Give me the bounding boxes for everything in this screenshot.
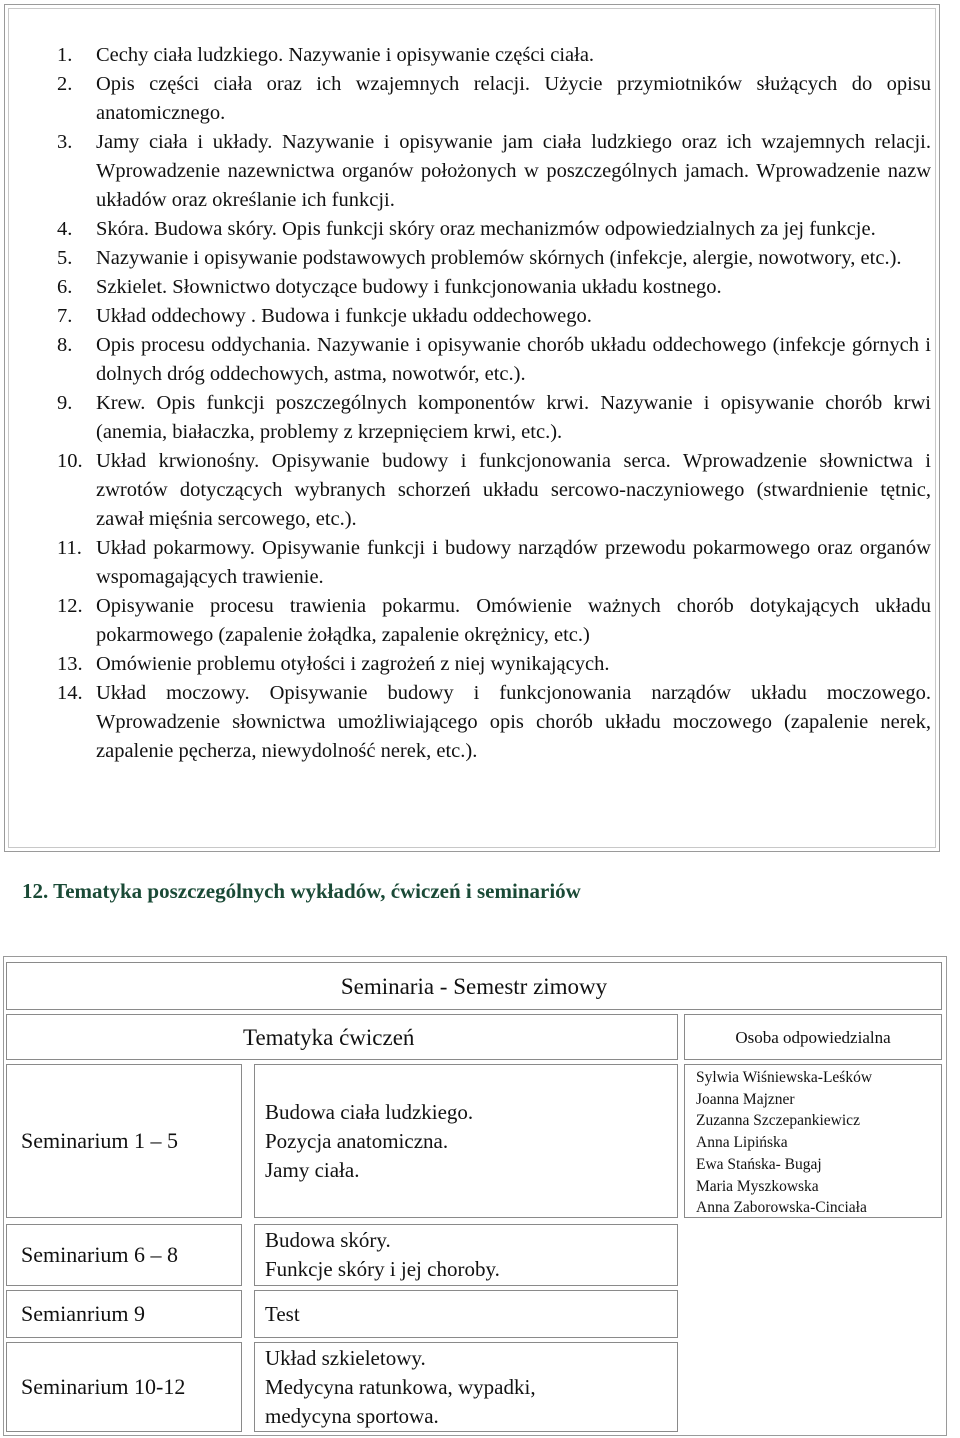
list-item-number: 9. — [57, 392, 73, 414]
list-item-number: 7. — [57, 305, 73, 327]
list-item-text: Cechy ciała ludzkiego. Nazywanie i opisywanie części ciała. — [96, 44, 595, 66]
list-item-text: Układ pokarmowy. Opisywanie funkcji i budowy narządów przewodu pokarmowego oraz organów wspomagających trawienie. — [96, 537, 931, 588]
list-item — [5, 302, 941, 331]
seminar-topic — [254, 1342, 678, 1432]
list-item-text: Szkielet. Słownictwo dotyczące budowy i funkcjonowania układu kostnego. — [96, 276, 722, 298]
table-title: Seminaria - Semestr zimowy — [6, 962, 942, 1010]
topic-line: Budowa skóry. — [265, 1228, 391, 1252]
list-item — [5, 273, 941, 302]
list-item-text: Opisywanie procesu trawienia pokarmu. Omówienie ważnych chorób dotykających układu pokarmowego (zapalenie żołądka, zapalenie okrężnicy, etc.) — [96, 595, 931, 646]
header-person: Osoba odpowiedzialna — [684, 1014, 942, 1060]
list-item-text: Krew. Opis funkcji poszczególnych komponentów krwi. Nazywanie i opisywanie chorób krwi (anemia, białaczka, problemy z krzepnięciem krwi, etc.). — [96, 392, 931, 443]
seminar-topic — [254, 1064, 678, 1218]
seminar-label — [6, 1224, 242, 1286]
topic-line: Budowa ciała ludzkiego. — [265, 1099, 474, 1124]
list-item — [5, 650, 941, 679]
topic-line: Pozycja anatomiczna. — [265, 1128, 449, 1153]
seminar-label-text: Seminarium 6 – 8 — [21, 1242, 179, 1267]
list-item-number: 11. — [57, 537, 82, 559]
person-name: Ewa Stańska- Bugaj — [696, 1155, 822, 1173]
list-item — [5, 534, 941, 592]
seminar-label — [6, 1342, 242, 1432]
person-name: Anna Zaborowska-Cinciała — [696, 1199, 867, 1217]
list-item-text: Układ moczowy. Opisywanie budowy i funkcjonowania narządów układu moczowego. Wprowadzenie słownictwa umożliwiającego opis chorób układu moczowego (zapalenie nerek, zapalenie pęcherza, niewydolność nerek, etc.). — [96, 682, 931, 762]
list-item-text: Jamy ciała i układy. Nazywanie i opisywanie jam ciała ludzkiego oraz ich wzajemnych relacji. Wprowadzenie nazewnictwa organów położonych w poszczególnych jamach. Wprowadzenie nazw układów oraz określanie ich funkcji. — [96, 131, 931, 211]
topic-line: Jamy ciała. — [265, 1157, 360, 1182]
person-name: Joanna Majzner — [696, 1090, 795, 1108]
person-name: Sylwia Wiśniewska-Leśków — [696, 1069, 873, 1086]
list-item — [5, 41, 941, 70]
responsible-persons — [684, 1064, 942, 1218]
topic-line: Medycyna ratunkowa, wypadki, — [265, 1374, 536, 1399]
list-item — [5, 244, 941, 273]
list-item-number: 4. — [57, 218, 73, 240]
list-item — [5, 679, 941, 766]
list-item-text: Nazywanie i opisywanie podstawowych problemów skórnych (infekcje, alergie, nowotwory, etc.). — [96, 247, 902, 269]
person-name: Anna Lipińska — [696, 1134, 788, 1152]
person-name: Zuzanna Szczepankiewicz — [696, 1112, 860, 1130]
seminar-topic — [254, 1224, 678, 1286]
seminar-label-text: Seminarium 10-12 — [21, 1374, 186, 1399]
header-topic: Tematyka ćwiczeń — [6, 1014, 678, 1060]
list-item-number: 8. — [57, 334, 73, 356]
section-title: 12. Tematyka poszczególnych wykładów, ćwiczeń i seminariów — [22, 879, 581, 903]
list-item-number: 12. — [57, 595, 83, 617]
list-item-text: Skóra. Budowa skóry. Opis funkcji skóry oraz mechanizmów odpowiedzialnych za jej funkcje. — [96, 218, 876, 240]
topic-line: Układ szkieletowy. — [265, 1345, 426, 1370]
topic-line: Test — [265, 1301, 300, 1326]
list-item-number: 5. — [57, 247, 73, 269]
seminar-topic — [254, 1290, 678, 1338]
topic-line: medycyna sportowa. — [265, 1403, 439, 1428]
person-name: Maria Myszkowska — [696, 1177, 819, 1195]
list-item-number: 14. — [57, 682, 83, 704]
list-item-number: 3. — [57, 131, 73, 153]
list-item-number: 6. — [57, 276, 73, 298]
list-item — [5, 389, 941, 447]
list-item-number: 2. — [57, 73, 73, 95]
list-item-number: 10. — [57, 450, 83, 472]
list-item-text: Opis procesu oddychania. Nazywanie i opisywanie chorób układu oddechowego (infekcje górnych i dolnych dróg oddechowych, astma, nowotwór, etc.). — [96, 334, 931, 385]
list-item-text: Opis części ciała oraz ich wzajemnych relacji. Użycie przymiotników służących do opisu anatomicznego. — [96, 73, 931, 124]
seminar-label-text: Semianrium 9 — [21, 1301, 146, 1326]
topics-list — [5, 41, 941, 766]
list-item-text: Omówienie problemu otyłości i zagrożeń z niej wynikających. — [96, 653, 610, 675]
list-item — [5, 70, 941, 128]
list-item-text: Układ oddechowy . Budowa i funkcje układu oddechowego. — [96, 305, 592, 327]
list-item — [5, 215, 941, 244]
topic-line: Funkcje skóry i jej choroby. — [265, 1257, 500, 1281]
list-item — [5, 128, 941, 215]
list-item-text: Układ krwionośny. Opisywanie budowy i funkcjonowania serca. Wprowadzenie słownictwa i zwrotów dotyczących wybranych schorzeń układu sercowo-naczyniowego (stwardnienie tętnic, zawał mięśnia sercowego, etc.). — [96, 450, 931, 530]
list-item-number: 1. — [57, 44, 73, 66]
seminar-label-text: Seminarium 1 – 5 — [21, 1128, 179, 1153]
topics-list-box — [4, 4, 940, 852]
seminar-label — [6, 1064, 242, 1218]
list-item — [5, 331, 941, 389]
list-item — [5, 447, 941, 534]
list-item — [5, 592, 941, 650]
seminar-label — [6, 1290, 242, 1338]
list-item-number: 13. — [57, 653, 83, 675]
